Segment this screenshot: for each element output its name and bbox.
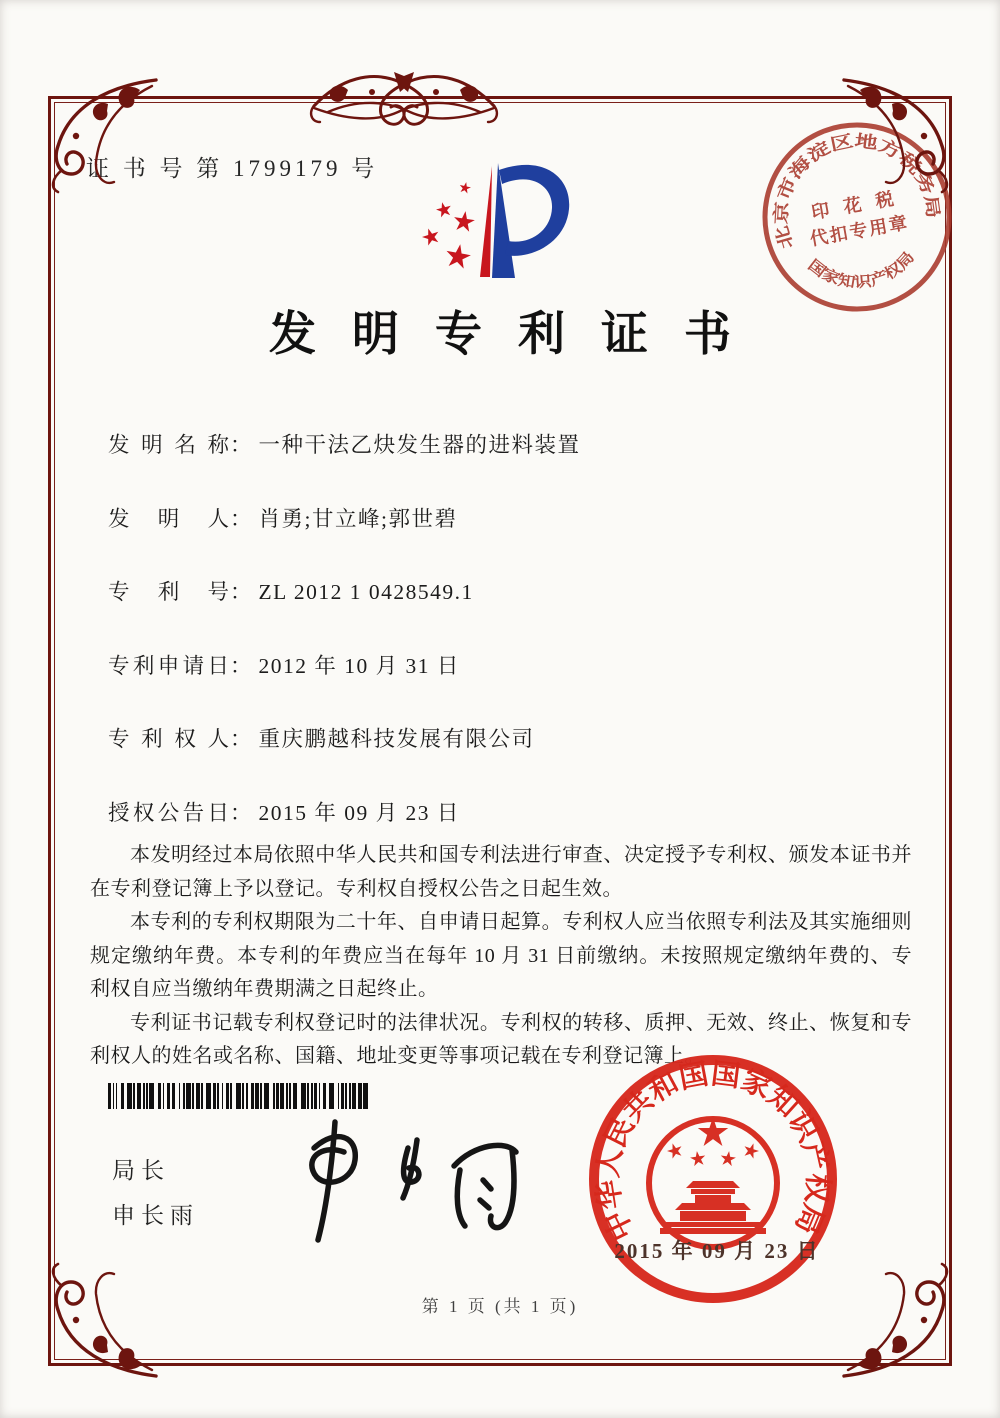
legal-paragraph-1: 本发明经过本局依照中华人民共和国专利法进行审查、决定授予专利权、颁发本证书并在专利登记簿上予以登记。专利权自授权公告之日起生效。 bbox=[90, 844, 912, 900]
barcode-bar bbox=[116, 1083, 118, 1109]
barcode-bar bbox=[127, 1083, 132, 1109]
document-title: 发明专利证书 bbox=[269, 309, 767, 361]
barcode-bar bbox=[113, 1083, 115, 1109]
legal-paragraph-3: 专利证书记载专利权登记时的法律状况。专利权的转移、质押、无效、终止、恢复和专利权人的姓名或名称、国籍、地址变更等事项记载在专利登记簿上。 bbox=[90, 1011, 912, 1067]
field-patentee bbox=[108, 722, 908, 796]
barcode-bar bbox=[183, 1083, 185, 1109]
field-colon: ： bbox=[230, 800, 253, 825]
barcode-bar bbox=[146, 1083, 148, 1109]
barcode-bar bbox=[301, 1083, 306, 1109]
tax-stamp-bottom-arc-text: 国家知识产权局 bbox=[804, 251, 917, 292]
field-label: 专利申请日 bbox=[108, 653, 230, 678]
barcode-bar bbox=[251, 1083, 254, 1109]
field-label: 发明名称 bbox=[108, 433, 230, 457]
barcode-bar bbox=[246, 1083, 248, 1109]
legal-text bbox=[90, 839, 912, 1074]
barcode-bar bbox=[255, 1083, 258, 1109]
barcode-bar bbox=[363, 1083, 368, 1109]
barcode-bar bbox=[206, 1083, 211, 1109]
tax-stamp-top-arc-text: 北京市海淀区地方税务局 bbox=[771, 131, 942, 252]
barcode-bar bbox=[137, 1083, 140, 1109]
field-list bbox=[108, 428, 908, 869]
barcode bbox=[108, 1083, 372, 1109]
field-label: 专利号 bbox=[108, 580, 230, 604]
director-block bbox=[112, 1148, 199, 1238]
national-ip-office-seal bbox=[582, 1048, 844, 1310]
field-colon: ： bbox=[230, 506, 253, 531]
barcode-bar bbox=[143, 1083, 145, 1109]
field-label: 发明人 bbox=[108, 506, 230, 531]
field-value: 一种干法乙炔发生器的进料装置 bbox=[258, 433, 581, 457]
field-colon: ： bbox=[230, 433, 253, 457]
director-name: 申长雨 bbox=[112, 1202, 199, 1228]
barcode-bar bbox=[242, 1083, 244, 1109]
field-colon: ： bbox=[230, 653, 253, 678]
barcode-bar bbox=[133, 1083, 135, 1109]
barcode-bar bbox=[163, 1083, 165, 1109]
corner-flourish-top-right bbox=[840, 74, 962, 196]
barcode-bar bbox=[236, 1083, 241, 1109]
tax-stamp-line2: 代扣专用章 bbox=[808, 212, 911, 250]
national-emblem-icon bbox=[649, 1117, 777, 1247]
barcode-bar bbox=[121, 1083, 124, 1109]
field-label: 专利权人 bbox=[108, 727, 230, 751]
barcode-bar bbox=[329, 1083, 334, 1109]
barcode-bar bbox=[280, 1083, 283, 1109]
director-signature bbox=[262, 1110, 532, 1250]
dragon-ornament-right bbox=[308, 60, 500, 139]
field-patent-number bbox=[108, 575, 908, 649]
barcode-bar bbox=[149, 1083, 154, 1109]
barcode-bar bbox=[307, 1083, 309, 1109]
field-value: 2015 年 09 月 23 日 bbox=[258, 800, 460, 825]
legal-paragraph-2: 本专利的专利权期限为二十年、自申请日起算。专利权人应当依照专利法及其实施细则规定缴纳年费。本专利的年费应当在每年 10 月 31 日前缴纳。未按照规定缴纳年费的、专利权自应当缴纳年费期满之日起终止。 bbox=[90, 911, 912, 1000]
barcode-bar bbox=[192, 1083, 194, 1109]
barcode-bar bbox=[108, 1083, 111, 1109]
field-label: 授权公告日 bbox=[108, 800, 230, 825]
barcode-bar bbox=[341, 1083, 344, 1109]
barcode-bar bbox=[349, 1083, 351, 1109]
corner-flourish-bottom-right bbox=[840, 1260, 962, 1382]
barcode-bar bbox=[186, 1083, 191, 1109]
seal-arc-text: 中华人民共和国国家知识产权局 bbox=[592, 1058, 834, 1246]
barcode-bar bbox=[345, 1083, 347, 1109]
barcode-bar bbox=[323, 1083, 326, 1109]
barcode-bar bbox=[358, 1083, 361, 1109]
field-invention-name bbox=[108, 428, 908, 502]
tax-stamp-line1: 印 花 税 bbox=[809, 187, 900, 223]
field-value: 肖勇;甘立峰;郭世碧 bbox=[258, 506, 458, 531]
field-colon: ： bbox=[230, 580, 253, 604]
barcode-bar bbox=[172, 1083, 175, 1109]
barcode-bar bbox=[338, 1083, 340, 1109]
barcode-bar bbox=[213, 1083, 216, 1109]
barcode-bar bbox=[352, 1083, 355, 1109]
barcode-bar bbox=[260, 1083, 262, 1109]
barcode-bar bbox=[273, 1083, 275, 1109]
barcode-bar bbox=[230, 1083, 232, 1109]
barcode-bar bbox=[286, 1083, 288, 1109]
corner-flourish-top-left bbox=[38, 74, 160, 196]
director-title: 局长 bbox=[112, 1157, 170, 1183]
field-value: ZL 2012 1 0428549.1 bbox=[258, 580, 474, 604]
barcode-bar bbox=[201, 1083, 203, 1109]
barcode-bar bbox=[319, 1083, 321, 1109]
barcode-bar bbox=[289, 1083, 291, 1109]
barcode-bar bbox=[276, 1083, 279, 1109]
seal-date: 2015 年 09 月 23 日 bbox=[614, 1239, 820, 1263]
barcode-bar bbox=[264, 1083, 269, 1109]
barcode-bar bbox=[293, 1083, 296, 1109]
barcode-bar bbox=[167, 1083, 170, 1109]
barcode-bar bbox=[222, 1083, 224, 1109]
barcode-bar bbox=[314, 1083, 317, 1109]
field-filing-date bbox=[108, 649, 908, 723]
barcode-bar bbox=[179, 1083, 181, 1109]
certificate-number: 证 书 号 第 1799179 号 bbox=[86, 156, 379, 181]
barcode-bar bbox=[226, 1083, 229, 1109]
field-colon: ： bbox=[230, 727, 253, 751]
corner-flourish-bottom-left bbox=[38, 1260, 160, 1382]
barcode-bar bbox=[217, 1083, 219, 1109]
svg-text:国家知识产权局 bbox=[803, 238, 922, 301]
field-value: 重庆鹏越科技发展有限公司 bbox=[258, 727, 535, 751]
barcode-bar bbox=[311, 1083, 313, 1109]
page-number: 第 1 页 (共 1 页) bbox=[421, 1297, 579, 1316]
field-inventors bbox=[108, 502, 908, 576]
field-value: 2012 年 10 月 31 日 bbox=[258, 653, 460, 678]
sipo-logo-icon bbox=[392, 148, 620, 300]
barcode-bar bbox=[158, 1083, 161, 1109]
barcode-bar bbox=[196, 1083, 199, 1109]
